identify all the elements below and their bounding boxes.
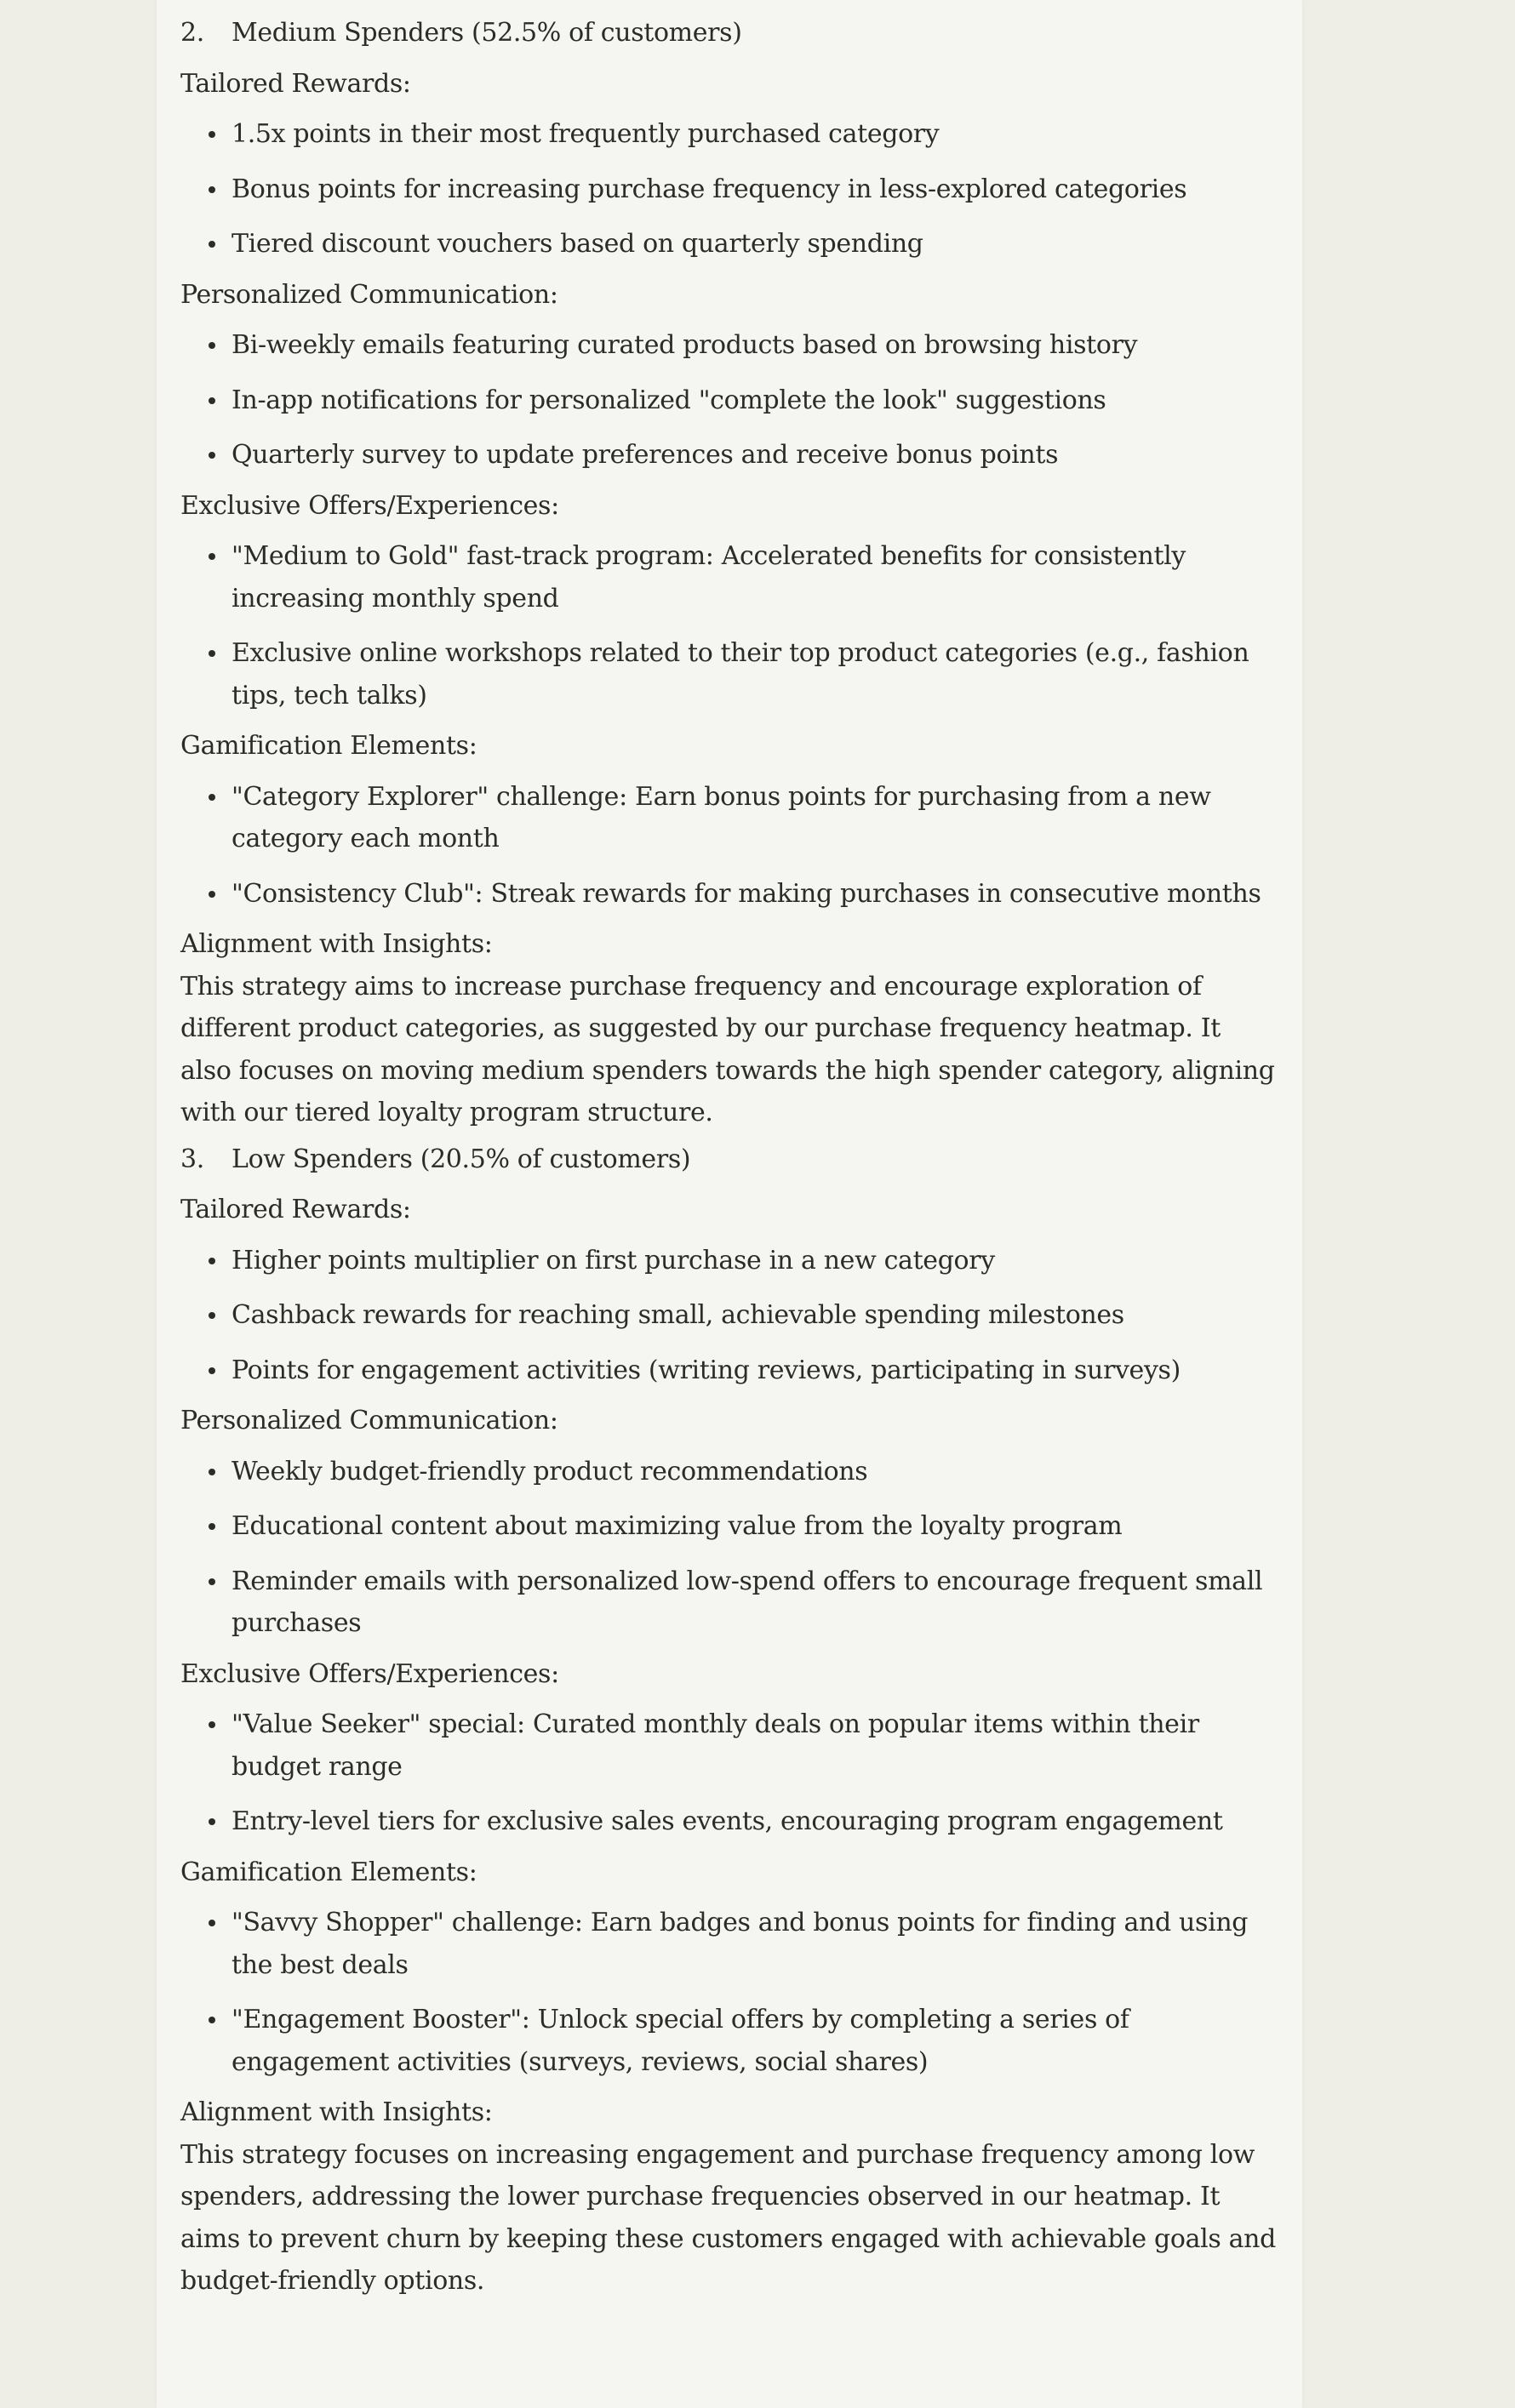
gamification-label: Gamification Elements: — [180, 1857, 477, 1887]
bullet-icon — [209, 1578, 215, 1585]
list-item-text: Exclusive online workshops related to their top product categories (e.g., fashion tips, tech talks) — [232, 638, 1249, 710]
bullet-icon — [209, 1367, 215, 1374]
bullet-icon — [209, 891, 215, 898]
list-item — [180, 1902, 1278, 1986]
list-item-text: Weekly budget-friendly product recommendations — [232, 1456, 868, 1486]
bullet-icon — [209, 452, 215, 459]
alignment-paragraph: This strategy aims to increase purchase frequency and encourage exploration of different product categories, as suggested by our purchase frequency heatmap. It also focuses on moving medium spenders towards the high spender category, aligning with our tiered loyalty program structure. — [180, 971, 1275, 1127]
section-number: 2. — [180, 18, 204, 48]
personalized-communication-list — [180, 324, 1278, 476]
list-item — [180, 168, 1278, 211]
list-item — [180, 535, 1278, 619]
bullet-icon — [209, 1920, 215, 1926]
list-item-text: Bonus points for increasing purchase frequency in less-explored categories — [232, 174, 1187, 204]
list-item — [180, 873, 1278, 916]
bullet-icon — [209, 1469, 215, 1475]
bullet-icon — [209, 1818, 215, 1825]
bullet-icon — [209, 1312, 215, 1319]
document-page — [157, 0, 1302, 2408]
list-item — [180, 1294, 1278, 1337]
list-item — [180, 1800, 1278, 1843]
alignment-label: Alignment with Insights: — [180, 2097, 493, 2127]
bullet-icon — [209, 1523, 215, 1530]
list-item-text: Entry-level tiers for exclusive sales events, encouraging program engagement — [232, 1806, 1223, 1836]
bullet-icon — [209, 650, 215, 657]
tailored-rewards-label: Tailored Rewards: — [180, 1195, 411, 1224]
list-item-text: "Category Explorer" challenge: Earn bonus points for purchasing from a new category each month — [232, 781, 1211, 853]
list-item-text: Educational content about maximizing value from the loyalty program — [232, 1511, 1123, 1541]
exclusive-offers-label: Exclusive Offers/Experiences: — [180, 490, 559, 521]
list-item-text: "Medium to Gold" fast-track program: Accelerated benefits for consistently increasing monthly spend — [232, 541, 1186, 613]
gamification-label: Gamification Elements: — [180, 731, 477, 761]
list-item — [180, 379, 1278, 422]
personalized-communication-label: Personalized Communication: — [180, 279, 558, 310]
list-item — [180, 632, 1278, 716]
tailored-rewards-list — [180, 113, 1278, 265]
gamification-list — [180, 776, 1278, 916]
list-item-text: "Savvy Shopper" challenge: Earn badges and bonus points for finding and using the best deals — [232, 1908, 1249, 1980]
bullet-icon — [209, 397, 215, 404]
bullet-icon — [209, 131, 215, 138]
alignment-paragraph: This strategy focuses on increasing engagement and purchase frequency among low spenders, addressing the lower purchase frequencies observed in our heatmap. It aims to prevent churn by keeping these customers engaged with achievable goals and budget-friendly options. — [180, 2139, 1276, 2296]
exclusive-offers-list — [180, 1703, 1278, 1843]
list-item-text: Higher points multiplier on first purchase in a new category — [232, 1245, 995, 1275]
list-item — [180, 434, 1278, 476]
bullet-icon — [209, 1721, 215, 1728]
list-item-text: Cashback rewards for reaching small, achievable spending milestones — [232, 1300, 1124, 1330]
list-item — [180, 1350, 1278, 1392]
list-item-text: In-app notifications for personalized "complete the look" suggestions — [232, 385, 1106, 415]
bullet-icon — [209, 794, 215, 801]
list-item-text: Reminder emails with personalized low-spend offers to encourage frequent small purchases — [232, 1566, 1263, 1638]
personalized-communication-list — [180, 1451, 1278, 1645]
list-item — [180, 1561, 1278, 1645]
alignment-label: Alignment with Insights: — [180, 929, 493, 959]
list-item — [180, 1451, 1278, 1493]
list-item — [180, 113, 1278, 156]
list-item — [180, 776, 1278, 860]
document-content — [180, 12, 1278, 2307]
list-item-text: "Value Seeker" special: Curated monthly deals on popular items within their budget range — [232, 1709, 1199, 1782]
tailored-rewards-list — [180, 1240, 1278, 1392]
bullet-icon — [209, 186, 215, 193]
list-item-text: "Consistency Club": Streak rewards for making purchases in consecutive months — [232, 878, 1261, 909]
exclusive-offers-label: Exclusive Offers/Experiences: — [180, 1658, 559, 1689]
bullet-icon — [209, 241, 215, 248]
list-item — [180, 1999, 1278, 2083]
section-title: Low Spenders (20.5% of customers) — [232, 1144, 691, 1174]
personalized-communication-label: Personalized Communication: — [180, 1406, 558, 1435]
bullet-icon — [209, 2017, 215, 2023]
list-item — [180, 324, 1278, 367]
list-item-text: Bi-weekly emails featuring curated products based on browsing history — [232, 330, 1138, 360]
list-item-text: Quarterly survey to update preferences and receive bonus points — [232, 440, 1059, 470]
gamification-list — [180, 1902, 1278, 2083]
tailored-rewards-label: Tailored Rewards: — [180, 68, 411, 99]
list-item — [180, 1703, 1278, 1788]
list-item-text: 1.5x points in their most frequently purchased category — [232, 119, 940, 149]
list-item-text: Points for engagement activities (writing reviews, participating in surveys) — [232, 1355, 1181, 1385]
list-item — [180, 1505, 1278, 1548]
list-item — [180, 1240, 1278, 1282]
bullet-icon — [209, 1258, 215, 1264]
exclusive-offers-list — [180, 535, 1278, 716]
list-item-text: Tiered discount vouchers based on quarterly spending — [232, 229, 923, 259]
list-item-text: "Engagement Booster": Unlock special offers by completing a series of engagement activities (surveys, reviews, social shares) — [232, 2005, 1129, 2077]
list-item — [180, 223, 1278, 265]
section-heading-low-spenders — [180, 1138, 1278, 1181]
bullet-icon — [209, 553, 215, 560]
section-title: Medium Spenders (52.5% of customers) — [232, 18, 742, 48]
section-heading-medium-spenders — [180, 12, 1278, 54]
section-number: 3. — [180, 1144, 204, 1174]
bullet-icon — [209, 342, 215, 349]
